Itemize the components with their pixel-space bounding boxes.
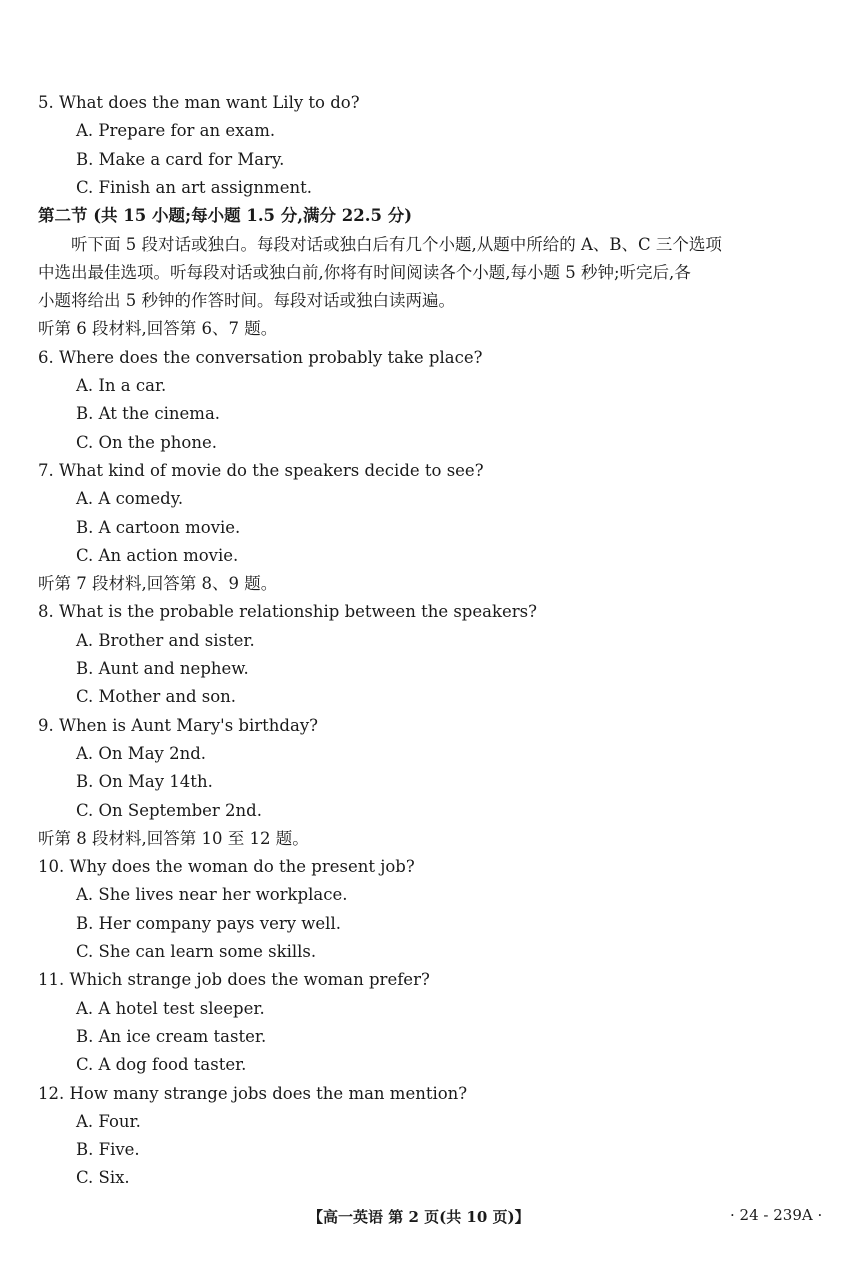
instruction-line: 中选出最佳选项。听每段对话或独白前,你将有时间阅读各个小题,每小题 5 秒钟;听完后,各 bbox=[38, 262, 691, 282]
answer-option: C. Six. bbox=[76, 1168, 130, 1188]
footer-page-label: 【高一英语 第 2 页(共 10 页)】 bbox=[308, 1208, 530, 1226]
question-line: 8. What is the probable relationship between the speakers? bbox=[38, 602, 537, 622]
question-line: 10. Why does the woman do the present job? bbox=[38, 857, 415, 877]
answer-option: B. At the cinema. bbox=[76, 404, 221, 424]
question-line: 听第 6 段材料,回答第 6、7 题。 bbox=[38, 319, 278, 339]
answer-option: B. A cartoon movie. bbox=[76, 517, 241, 537]
answer-option: B. Her company pays very well. bbox=[76, 913, 341, 933]
answer-option: A. In a car. bbox=[76, 376, 167, 395]
footer-doc-code: · 24 - 239A · bbox=[730, 1206, 823, 1224]
question-line: 7. What kind of movie do the speakers decide to see? bbox=[38, 460, 484, 480]
answer-option: C. A dog food taster. bbox=[76, 1055, 247, 1075]
question-line: 5. What does the man want Lily to do? bbox=[38, 93, 360, 112]
answer-option: B. Five. bbox=[76, 1140, 140, 1160]
question-line: 6. Where does the conversation probably take place? bbox=[38, 347, 483, 367]
answer-option: A. She lives near her workplace. bbox=[76, 885, 348, 905]
instruction-line: 小题将给出 5 秒钟的作答时间。每段对话或独白读两遍。 bbox=[38, 291, 455, 311]
question-line: 听第 8 段材料,回答第 10 至 12 题。 bbox=[38, 828, 309, 848]
answer-option: C. Finish an art assignment. bbox=[76, 177, 312, 197]
answer-option: C. Mother and son. bbox=[76, 687, 237, 707]
question-line: 11. Which strange job does the woman prefer? bbox=[38, 970, 430, 990]
section-heading: 第二节 (共 15 小题;每小题 1.5 分,满分 22.5 分) bbox=[38, 206, 413, 226]
instruction-line: 听下面 5 段对话或独白。每段对话或独白后有几个小题,从题中所给的 A、B、C 三个选项 bbox=[71, 234, 722, 254]
answer-option: A. Prepare for an exam. bbox=[76, 121, 276, 141]
answer-option: B. Aunt and nephew. bbox=[76, 659, 249, 678]
answer-option: A. Four. bbox=[76, 1111, 141, 1131]
answer-option: A. A comedy. bbox=[76, 489, 184, 509]
answer-option: C. An action movie. bbox=[76, 545, 239, 565]
answer-option: C. On the phone. bbox=[76, 432, 217, 452]
answer-option: B. On May 14th. bbox=[76, 772, 213, 792]
answer-option: C. She can learn some skills. bbox=[76, 942, 317, 961]
answer-option: B. Make a card for Mary. bbox=[76, 149, 285, 169]
answer-option: A. On May 2nd. bbox=[76, 743, 207, 763]
answer-option: A. Brother and sister. bbox=[76, 630, 255, 650]
answer-option: C. On September 2nd. bbox=[76, 800, 262, 820]
answer-option: A. A hotel test sleeper. bbox=[76, 998, 265, 1018]
question-line: 9. When is Aunt Mary's birthday? bbox=[38, 715, 318, 735]
answer-option: B. An ice cream taster. bbox=[76, 1026, 267, 1046]
question-line: 12. How many strange jobs does the man mention? bbox=[38, 1083, 468, 1103]
question-line: 听第 7 段材料,回答第 8、9 题。 bbox=[38, 574, 278, 594]
